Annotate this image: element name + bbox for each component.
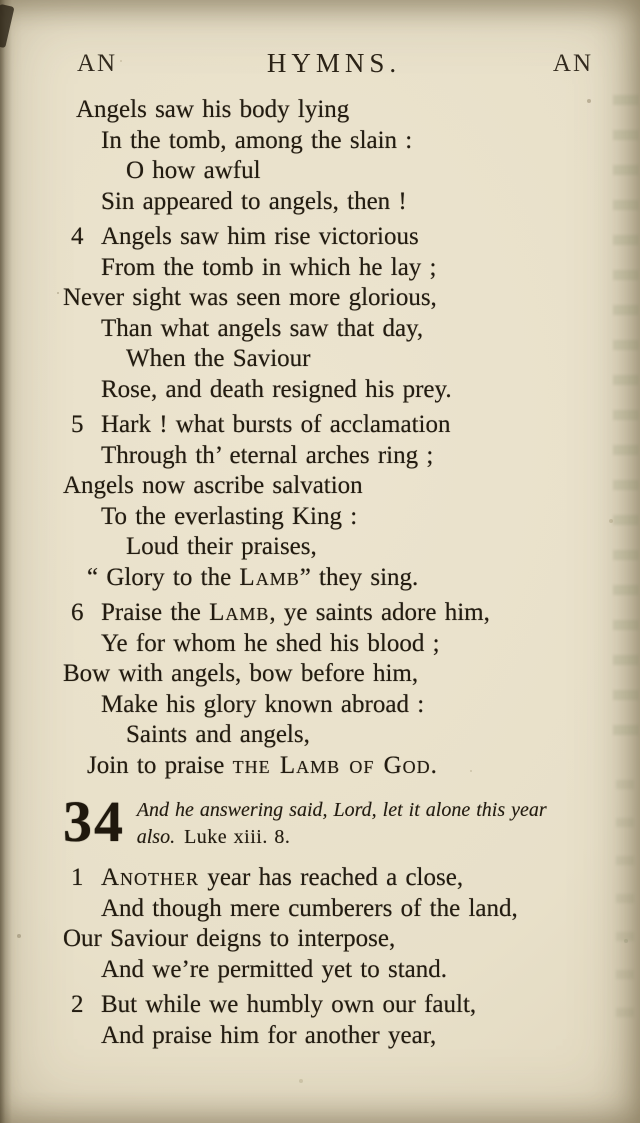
stanza	[63, 990, 605, 1051]
small-caps-text: the Lamb of God	[232, 751, 431, 779]
verse-text: Our Saviour deigns to interpose,	[63, 925, 396, 952]
verse-text: Loud their praises,	[126, 533, 317, 560]
verse-number: 5	[71, 411, 84, 438]
page-edge-nick	[0, 4, 15, 48]
verse-text: O how awful	[126, 157, 261, 184]
verse-text: Praise the	[101, 599, 210, 626]
verse-line	[63, 955, 605, 986]
verse-text: But while we humbly own our fault,	[101, 991, 477, 1018]
verse-line	[63, 659, 605, 690]
verse-number: 1	[71, 864, 84, 891]
verse-number: 6	[71, 599, 84, 626]
running-head-right: AN	[552, 50, 593, 77]
verse-line	[63, 375, 605, 406]
verse-line	[63, 863, 605, 894]
verse-text: Join to praise	[87, 751, 233, 779]
verse-text: Ye for whom he shed his blood ;	[101, 629, 440, 657]
verse-text: Angels now ascribe salvation	[63, 472, 363, 499]
verse-line	[63, 126, 605, 157]
epigraph-scripture-reference: Luke xiii. 8.	[184, 826, 291, 848]
verse-line	[63, 532, 605, 563]
verse-text: Never sight was seen more glorious,	[63, 284, 437, 311]
verse-text: From the tomb in which he lay ;	[101, 253, 437, 281]
verse-line	[63, 751, 605, 782]
verse-text: To the everlasting King :	[101, 502, 358, 530]
verse-line	[63, 563, 605, 594]
foxing-speckles	[0, 0, 2, 2]
verse-line	[63, 187, 605, 218]
verse-number: 2	[71, 991, 84, 1018]
verse-text: Rose, and death resigned his prey.	[101, 375, 452, 403]
verse-line	[63, 924, 605, 955]
verse-text: And we’re permitted yet to stand.	[101, 955, 448, 983]
small-caps-text: Another	[101, 864, 200, 891]
verse-text: Through th’ eternal arches ring ;	[101, 441, 434, 469]
page-title: HYMNS.	[266, 48, 402, 78]
verse-text: .	[430, 751, 437, 779]
stanza	[63, 598, 605, 781]
stanza	[63, 410, 605, 593]
verse-text: Hark ! what bursts of acclamation	[101, 411, 451, 438]
verse-text: And though mere cumberers of the land,	[101, 894, 518, 922]
verse-text: Angels saw him rise victorious	[101, 223, 419, 250]
verse-text: Saints and angels,	[126, 721, 310, 748]
hymn-number: 34	[63, 789, 125, 854]
verse-text: Sin appeared to angels, then !	[101, 187, 407, 215]
verse-text: Angels saw his body lying	[76, 96, 350, 123]
verse-text: Make his glory known abroad :	[101, 690, 425, 718]
small-caps-text: Lamb	[239, 563, 300, 591]
verse-line	[63, 629, 605, 660]
hymn-34-stanzas	[63, 863, 605, 1051]
verse-text: , ye saints adore him,	[269, 599, 490, 626]
running-head	[63, 50, 605, 82]
stanza	[63, 863, 605, 985]
verse-line	[63, 471, 605, 502]
verse-line	[63, 283, 605, 314]
verse-text: Bow with angels, bow before him,	[63, 660, 419, 687]
verse-line	[63, 95, 605, 126]
verse-text: In the tomb, among the slain :	[101, 126, 413, 154]
verse-line	[63, 502, 605, 533]
verse-text: year has reached a close,	[199, 864, 464, 891]
verse-text: ” they sing.	[299, 563, 419, 591]
bleedthrough-text-ghost	[613, 95, 639, 735]
verse-line	[63, 720, 605, 751]
small-caps-text: Lamb	[209, 599, 270, 626]
verse-line	[63, 690, 605, 721]
verse-line	[63, 990, 605, 1021]
verse-line	[63, 410, 605, 441]
verse-line	[63, 156, 605, 187]
epigraph-scripture-text: And he answering said, Lord, let it alone this year also.	[136, 799, 547, 848]
verse-line	[63, 598, 605, 629]
bleedthrough-text-ghost-lower	[616, 780, 634, 1020]
verse-line	[63, 314, 605, 345]
verse-line	[63, 253, 605, 284]
hymn-previous-stanzas	[63, 95, 605, 781]
verse-line	[63, 344, 605, 375]
stanza	[63, 95, 605, 217]
verse-line	[63, 441, 605, 472]
verse-text: When the Saviour	[126, 345, 311, 372]
stanza	[63, 222, 605, 405]
verse-text: And praise him for another year,	[101, 1021, 437, 1049]
hymn-epigraph	[137, 795, 605, 851]
verse-line	[63, 222, 605, 253]
running-head-left: AN	[77, 50, 118, 77]
verse-text: “ Glory to the	[87, 563, 240, 591]
verse-line	[63, 894, 605, 925]
hymn-34-heading	[63, 789, 605, 854]
verse-number: 4	[71, 223, 84, 250]
verse-line	[63, 1021, 605, 1052]
verse-text: Than what angels saw that day,	[101, 314, 424, 342]
